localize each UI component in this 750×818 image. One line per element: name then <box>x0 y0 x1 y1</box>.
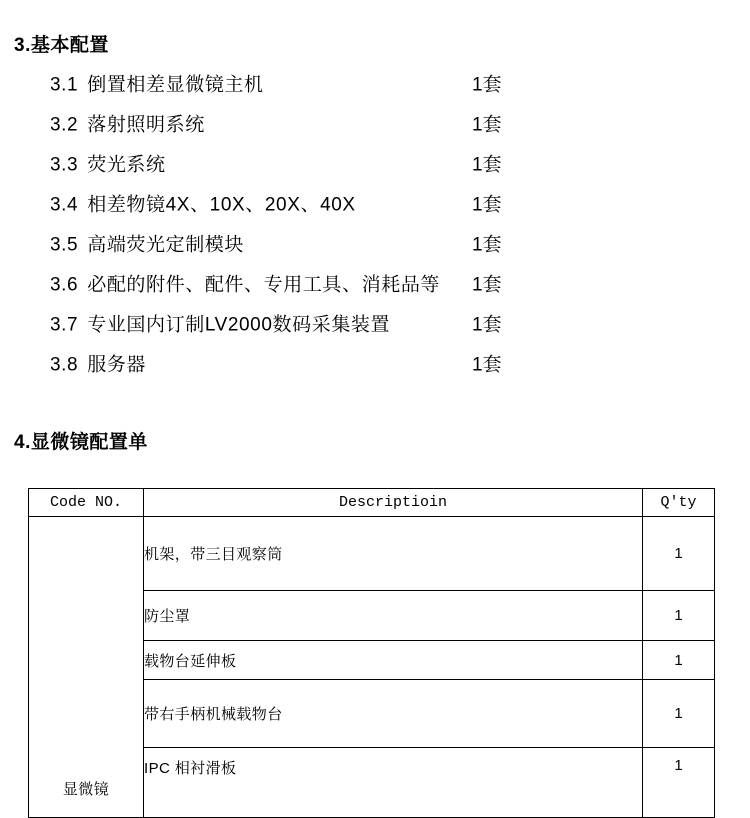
description-cell: IPC 相衬滑板 <box>144 748 643 818</box>
item-label: 高端荧光定制模块 <box>87 234 245 256</box>
item-quantity: 1套 <box>472 154 502 176</box>
description-cell: 载物台延伸板 <box>144 641 643 680</box>
item-label: 必配的附件、配件、专用工具、消耗品等 <box>87 274 441 296</box>
section-4-heading: 4.显微镜配置单 <box>14 432 148 453</box>
item-number: 3.8 <box>50 354 79 376</box>
item-text <box>50 270 440 297</box>
description-cell: 防尘罩 <box>144 591 643 641</box>
item-label: 专业国内订制LV2000数码采集装置 <box>87 314 391 336</box>
item-quantity: 1套 <box>472 234 502 256</box>
item-quantity: 1套 <box>472 114 502 136</box>
qty-cell: 1 <box>643 641 715 680</box>
item-text <box>50 230 244 257</box>
item-quantity: 1套 <box>472 194 502 216</box>
code-group-label: 显微镜 <box>62 781 110 798</box>
item-quantity: 1套 <box>472 314 502 336</box>
list-item <box>0 223 750 263</box>
item-quantity: 1套 <box>472 74 502 96</box>
qty-cell: 1 <box>643 680 715 748</box>
list-item <box>0 143 750 183</box>
item-number: 3.2 <box>50 114 79 136</box>
list-item <box>0 303 750 343</box>
code-group-cell <box>29 517 144 818</box>
item-text <box>50 310 390 337</box>
qty-cell: 1 <box>643 591 715 641</box>
basic-config-list <box>0 63 750 383</box>
item-text <box>50 190 356 217</box>
section-3-heading: 3.基本配置 <box>14 35 109 56</box>
config-table <box>28 488 715 818</box>
qty-cell: 1 <box>643 748 715 818</box>
item-label: 倒置相差显微镜主机 <box>87 74 264 96</box>
list-item <box>0 183 750 223</box>
item-text <box>50 110 205 137</box>
list-item <box>0 343 750 383</box>
item-number: 3.4 <box>50 194 79 216</box>
list-item <box>0 63 750 103</box>
description-cell: 带右手柄机械载物台 <box>144 680 643 748</box>
qty-cell: 1 <box>643 517 715 591</box>
item-number: 3.7 <box>50 314 79 336</box>
item-number: 3.6 <box>50 274 79 296</box>
list-item <box>0 263 750 303</box>
list-item <box>0 103 750 143</box>
item-label: 相差物镜4X、10X、20X、40X <box>87 194 356 216</box>
item-text <box>50 350 146 377</box>
col-header-code: Code NO. <box>29 489 144 517</box>
item-label: 落射照明系统 <box>87 114 205 136</box>
col-header-qty: Q'ty <box>643 489 715 517</box>
item-number: 3.3 <box>50 154 79 176</box>
table-header-row <box>29 489 715 517</box>
item-label: 荧光系统 <box>87 154 166 176</box>
col-header-description: Descriptioin <box>144 489 643 517</box>
item-quantity: 1套 <box>472 354 502 376</box>
item-number: 3.1 <box>50 74 79 96</box>
item-quantity: 1套 <box>472 274 502 296</box>
description-cell: 机架，带三目观察筒 <box>144 517 643 591</box>
item-text <box>50 150 166 177</box>
item-number: 3.5 <box>50 234 79 256</box>
item-text <box>50 70 264 97</box>
item-label: 服务器 <box>87 354 147 376</box>
table-row <box>29 517 715 591</box>
